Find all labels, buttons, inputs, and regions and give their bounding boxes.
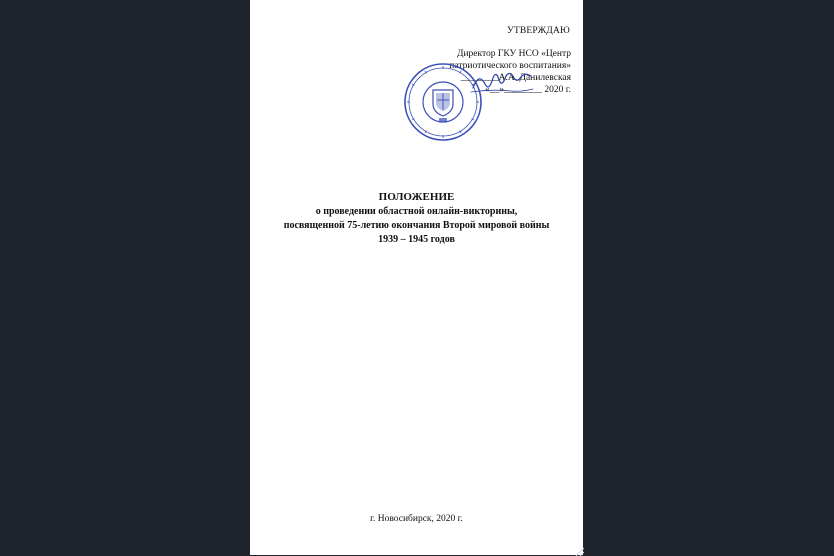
subtitle-line: о проведении областной онлайн-викторины, — [315, 206, 518, 217]
subtitle-line: 1939 – 1945 годов — [378, 234, 455, 245]
approval-line: Директор ГКУ НСО «Центр — [456, 49, 571, 59]
approval-line: патриотического воспитания» — [449, 61, 571, 71]
approval-heading: УТВЕРЖДАЮ — [506, 26, 570, 36]
title-block — [250, 190, 583, 247]
signature-icon — [469, 68, 539, 96]
document-title: ПОЛОЖЕНИЕ — [378, 191, 455, 203]
subtitle-line: посвященной 75-летию окончания Второй мировой войны — [283, 220, 550, 231]
place-date-footer: г. Новосибирск, 2020 г. — [370, 514, 463, 524]
document-page — [250, 0, 583, 555]
approval-line: «__»________ 2020 г. — [485, 85, 571, 95]
approval-line: ________А.А. Данилевская — [460, 73, 571, 83]
